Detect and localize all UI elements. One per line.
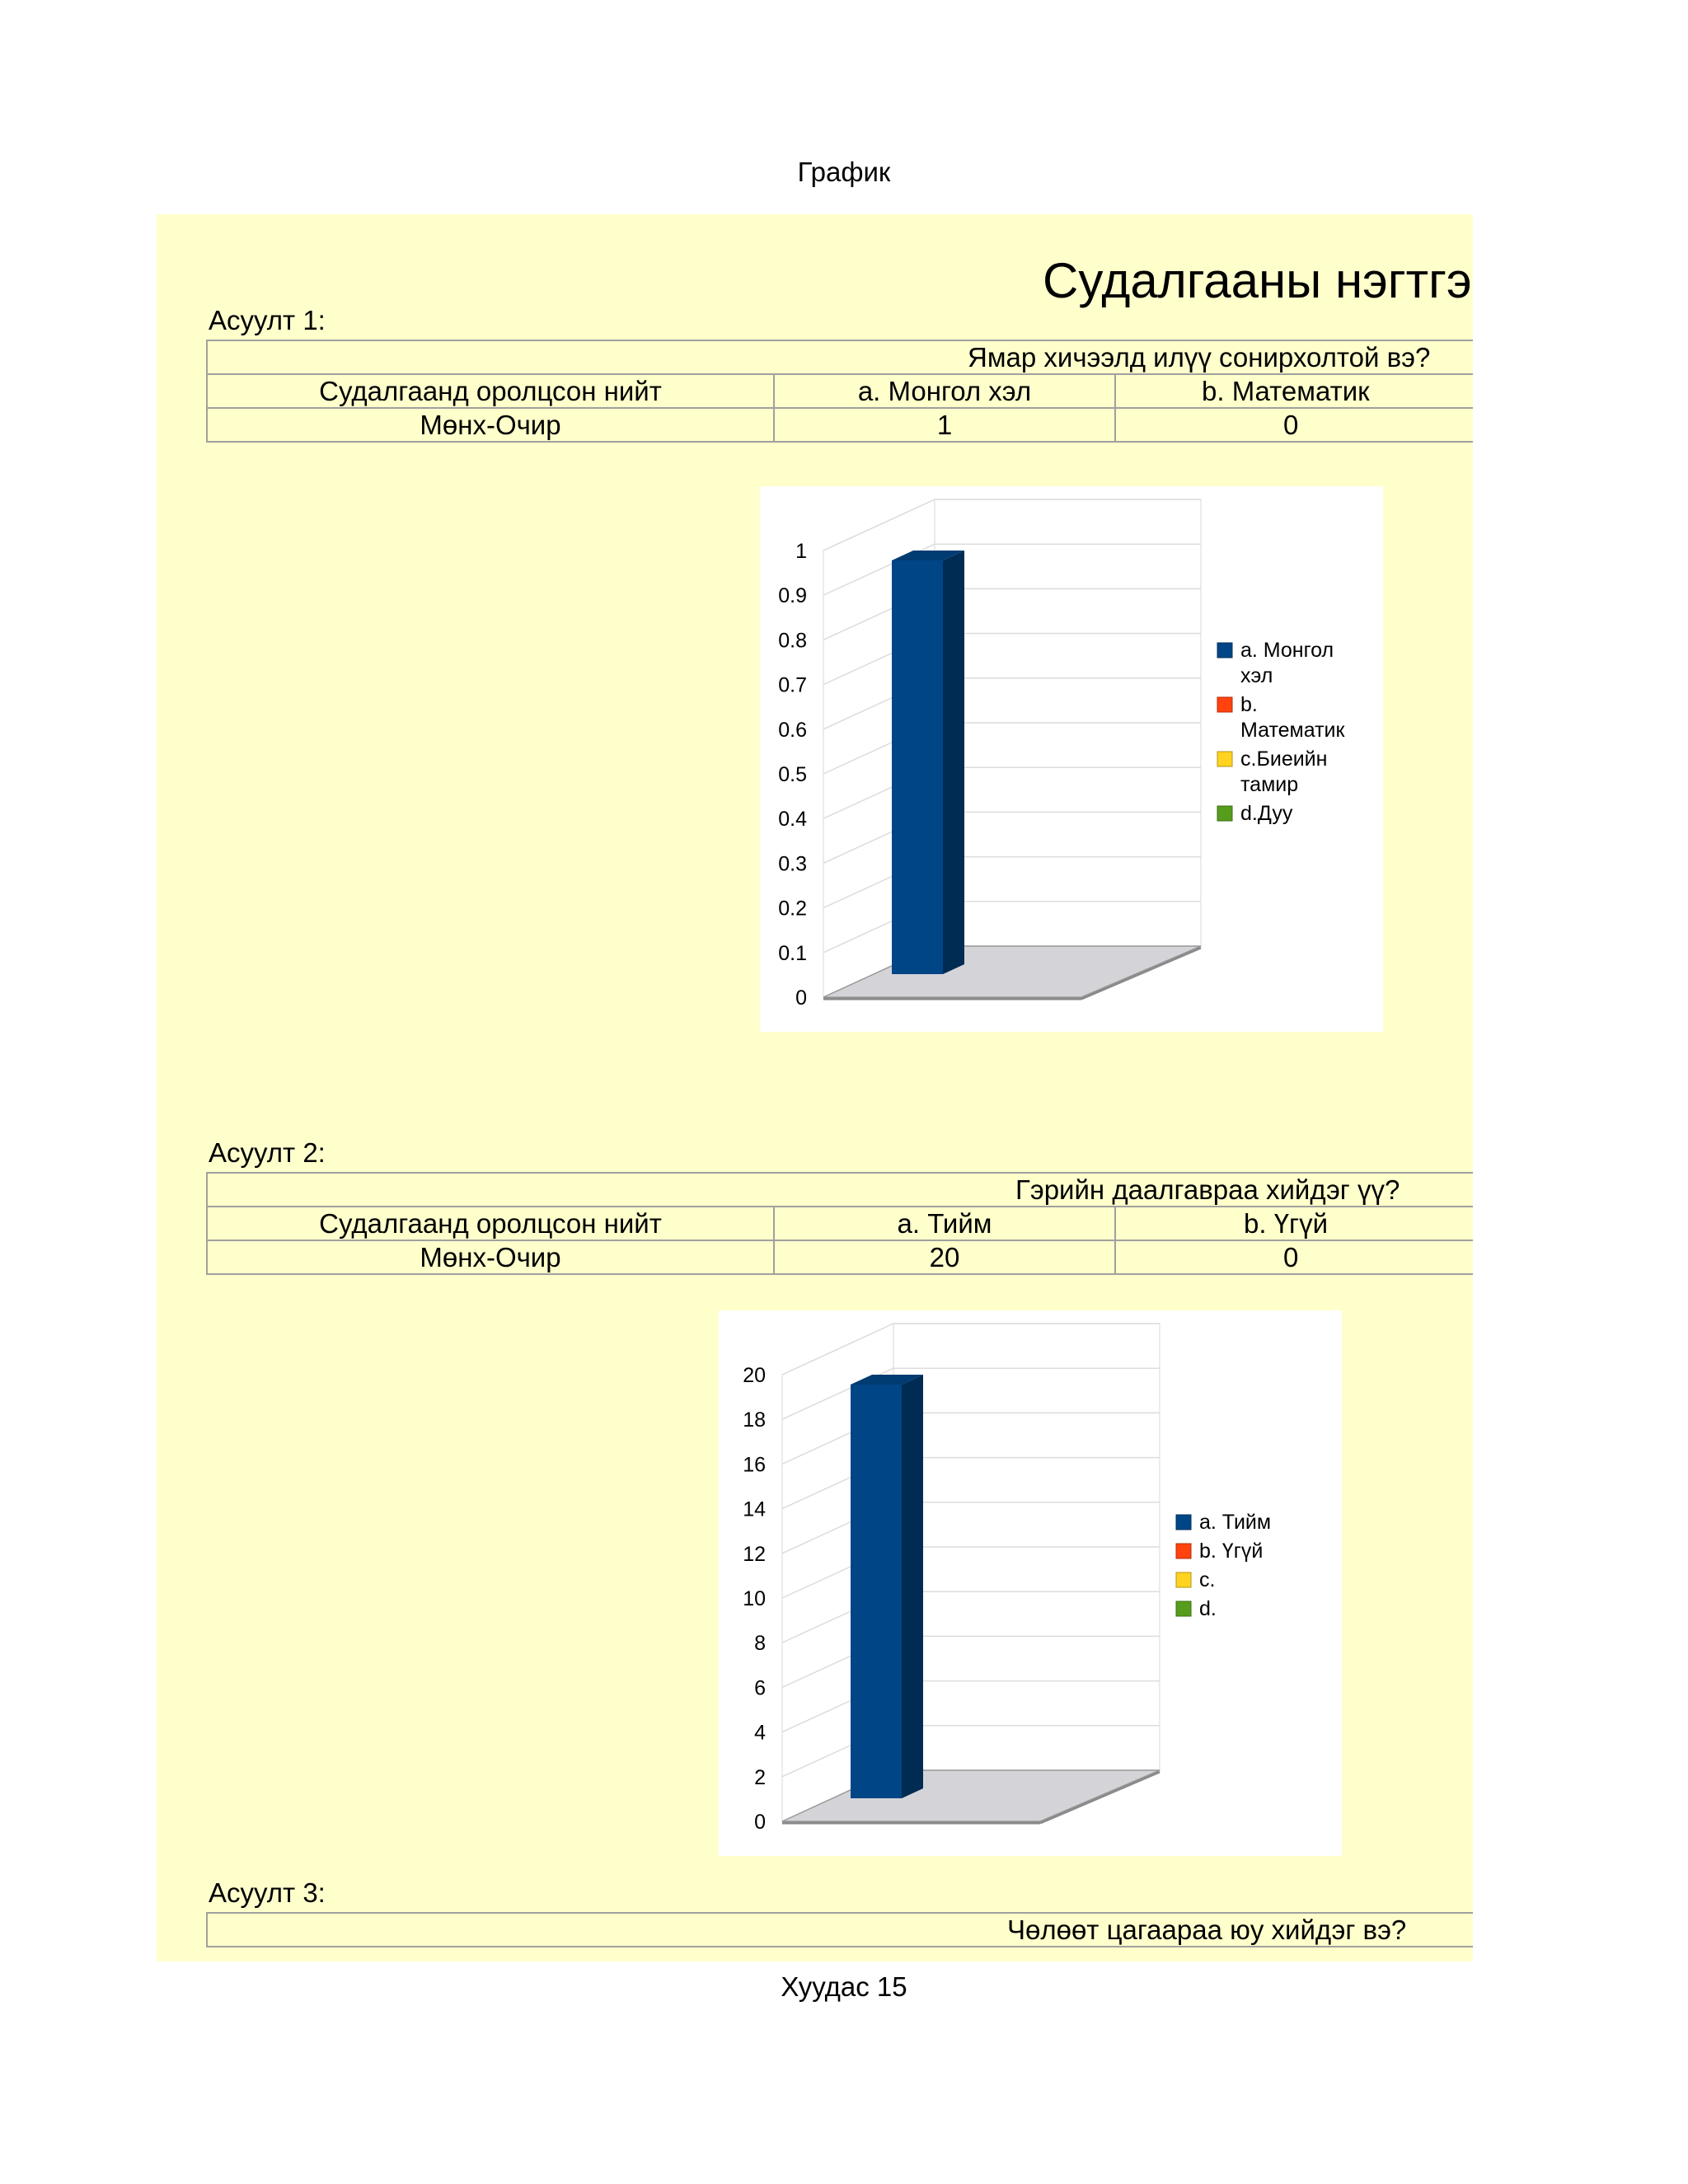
y-tick-label: 6 xyxy=(754,1676,766,1700)
legend-swatch xyxy=(1176,1572,1191,1587)
question-2-label: Асуулт 2: xyxy=(209,1137,326,1168)
question-1-text: Ямар хичээлд илүү сонирхолтой вэ? xyxy=(968,342,1431,373)
table-row xyxy=(207,1240,1473,1274)
y-tick-label: 0.2 xyxy=(778,897,807,921)
legend-swatch xyxy=(1217,643,1232,658)
legend-item xyxy=(1176,1540,1263,1563)
bar-1 xyxy=(851,1375,923,1798)
question-1-table xyxy=(206,340,1473,443)
column-header: a. Тийм xyxy=(774,1207,1115,1240)
legend-item xyxy=(1217,748,1327,796)
y-tick-label: 8 xyxy=(754,1632,766,1656)
chart-svg xyxy=(719,1310,1342,1856)
y-tick-label: 0 xyxy=(754,1811,766,1834)
y-tick-label: 0.9 xyxy=(778,584,807,608)
legend-label: d.Дуу xyxy=(1240,802,1293,825)
legend-label: a. Монгол хэл xyxy=(1240,639,1334,687)
table-row xyxy=(207,408,1473,442)
table-cell: 0 xyxy=(1115,1240,1473,1274)
chart-question-1 xyxy=(760,486,1383,1032)
chart-svg xyxy=(760,486,1383,1032)
bar-front xyxy=(851,1385,902,1798)
column-header: Судалгаанд оролцсон нийт xyxy=(207,1207,774,1240)
legend-item xyxy=(1176,1568,1215,1591)
y-tick-label: 0.4 xyxy=(778,808,807,832)
table-row xyxy=(207,1173,1473,1207)
y-tick-label: 16 xyxy=(743,1453,766,1477)
y-tick-label: 14 xyxy=(743,1497,766,1521)
question-2-table xyxy=(206,1172,1473,1275)
question-2-text: Гэрийн даалгавраа хийдэг үү? xyxy=(1015,1174,1400,1205)
table-cell: 1 xyxy=(774,408,1115,442)
y-tick-label: 1 xyxy=(795,540,807,563)
legend-label: b. Математик xyxy=(1240,693,1345,742)
page-footer: Хуудас 15 xyxy=(781,1971,907,2002)
y-tick-label: 0.8 xyxy=(778,629,807,653)
chart-question-2 xyxy=(719,1310,1342,1856)
y-tick-label: 0.3 xyxy=(778,852,807,876)
column-header: a. Монгол хэл xyxy=(774,374,1115,408)
legend-item xyxy=(1176,1511,1271,1534)
question-3-table xyxy=(206,1912,1473,1947)
sheet-title: Судалгааны нэгтгэ xyxy=(1043,253,1472,308)
bar-side xyxy=(943,551,964,974)
legend-label: c.Биеийн тамир xyxy=(1240,748,1328,796)
legend-swatch xyxy=(1176,1515,1191,1530)
y-tick-label: 2 xyxy=(754,1765,766,1789)
legend-item xyxy=(1217,802,1293,825)
bar-side xyxy=(902,1375,923,1798)
y-tick-label: 4 xyxy=(754,1721,766,1745)
y-tick-label: 12 xyxy=(743,1542,766,1566)
bar-1 xyxy=(892,551,964,974)
table-cell: 20 xyxy=(774,1240,1115,1274)
table-row xyxy=(207,1913,1473,1947)
y-tick-label: 20 xyxy=(743,1364,766,1387)
table-header-row xyxy=(207,1207,1473,1240)
legend-swatch xyxy=(1217,806,1232,821)
table-cell: Мөнх-Очир xyxy=(207,408,774,442)
spreadsheet-area xyxy=(157,214,1473,1961)
column-header: Судалгаанд оролцсон нийт xyxy=(207,374,774,408)
y-tick-label: 0 xyxy=(795,987,807,1010)
page-header: График xyxy=(797,157,891,187)
table-cell: 0 xyxy=(1115,408,1473,442)
legend-swatch xyxy=(1217,697,1232,712)
table-cell: Мөнх-Очир xyxy=(207,1240,774,1274)
legend-label: b. Үгүй xyxy=(1199,1540,1264,1563)
bar-front xyxy=(892,560,943,974)
question-3-label: Асуулт 3: xyxy=(209,1877,326,1908)
legend-label: c. xyxy=(1199,1568,1216,1591)
legend-item xyxy=(1176,1597,1217,1620)
question-3-text: Чөлөөт цагаараа юу хийдэг вэ? xyxy=(1007,1915,1407,1945)
y-tick-label: 0.7 xyxy=(778,673,807,697)
table-row xyxy=(207,340,1473,374)
y-tick-label: 0.1 xyxy=(778,941,807,965)
table-header-row xyxy=(207,374,1473,408)
legend-swatch xyxy=(1176,1544,1191,1558)
legend-item xyxy=(1217,639,1334,687)
legend-label: d. xyxy=(1199,1597,1217,1620)
y-tick-label: 0.5 xyxy=(778,763,807,786)
y-tick-label: 10 xyxy=(743,1587,766,1610)
y-tick-label: 0.6 xyxy=(778,718,807,742)
question-1-label: Асуулт 1: xyxy=(209,305,326,335)
y-tick-label: 18 xyxy=(743,1408,766,1432)
column-header: b. Үгүй xyxy=(1115,1207,1473,1240)
legend-swatch xyxy=(1176,1601,1191,1616)
legend-item xyxy=(1217,693,1345,742)
column-header: b. Математик xyxy=(1115,374,1473,408)
legend-swatch xyxy=(1217,752,1232,766)
legend-label: a. Тийм xyxy=(1199,1511,1272,1534)
